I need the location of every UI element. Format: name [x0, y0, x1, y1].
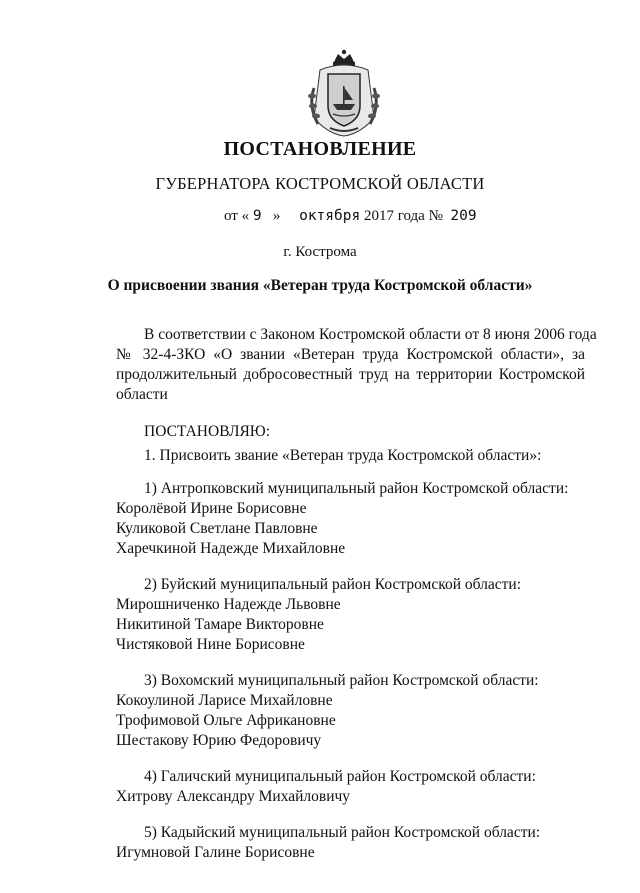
- issuer-subtitle: ГУБЕРНАТОРА КОСТРОМСКОЙ ОБЛАСТИ: [155, 174, 485, 193]
- date-prefix: от «: [224, 208, 250, 224]
- decree-word: ПОСТАНОВЛЯЮ:: [144, 423, 271, 440]
- intro-line: продолжительный добросовестный труд на территории Костромской: [116, 366, 585, 383]
- document-heading: О присвоении звания «Ветеран труда Костромской области»: [107, 277, 533, 294]
- person-name: Мирошниченко Надежде Львовне: [116, 596, 341, 613]
- person-name: Хитрову Александру Михайловичу: [116, 788, 351, 805]
- person-name: Королёвой Ирине Борисовне: [116, 500, 307, 517]
- intro-line: В соответствии с Законом Костромской области от 8 июня 2006 года: [144, 326, 597, 343]
- person-name: Трофимовой Ольге Африкановне: [116, 712, 336, 729]
- person-name: Игумновой Галине Борисовне: [116, 844, 315, 861]
- person-name: Куликовой Светлане Павловне: [116, 520, 318, 537]
- district-block: [116, 671, 586, 751]
- document-title: ПОСТАНОВЛЕНИЕ: [223, 138, 417, 160]
- person-name: Чистяковой Нине Борисовне: [116, 636, 305, 653]
- document-number: 209: [450, 208, 477, 224]
- date-mid: »: [272, 208, 281, 224]
- intro-paragraph: [116, 325, 597, 405]
- intro-line: области: [116, 386, 168, 403]
- person-name: Харечкиной Надежде Михайловне: [116, 540, 346, 557]
- person-name: Никитиной Тамаре Викторовне: [116, 616, 324, 633]
- district-block: [116, 575, 586, 655]
- districts-list: [116, 479, 586, 879]
- district-name: 2) Буйский муниципальный район Костромской области:: [144, 576, 522, 593]
- district-block: [116, 479, 586, 559]
- district-block: [116, 767, 586, 807]
- clause-1: 1. Присвоить звание «Ветеран труда Костромской области»:: [144, 447, 542, 464]
- document-city: г. Кострома: [283, 244, 357, 260]
- person-name: Кокоулиной Ларисе Михайловне: [116, 692, 333, 709]
- district-name: 5) Кадыйский муниципальный район Костромской области:: [144, 824, 541, 841]
- person-name: Шестакову Юрию Федоровичу: [116, 732, 322, 749]
- date-year: 2017 года №: [363, 208, 443, 224]
- district-name: 4) Галичский муниципальный район Костромской области:: [144, 768, 536, 785]
- district-name: 3) Вохомский муниципальный район Костромской области:: [144, 672, 539, 689]
- document-date-line: [224, 208, 524, 225]
- district-name: 1) Антропковский муниципальный район Костромской области:: [144, 480, 569, 497]
- coat-of-arms-icon: [300, 48, 388, 138]
- date-month: октября: [299, 208, 361, 224]
- date-day: 9: [252, 208, 262, 224]
- district-block: [116, 823, 586, 863]
- intro-line: № 32-4-ЗКО «О звании «Ветеран труда Костромской области», за: [116, 346, 585, 363]
